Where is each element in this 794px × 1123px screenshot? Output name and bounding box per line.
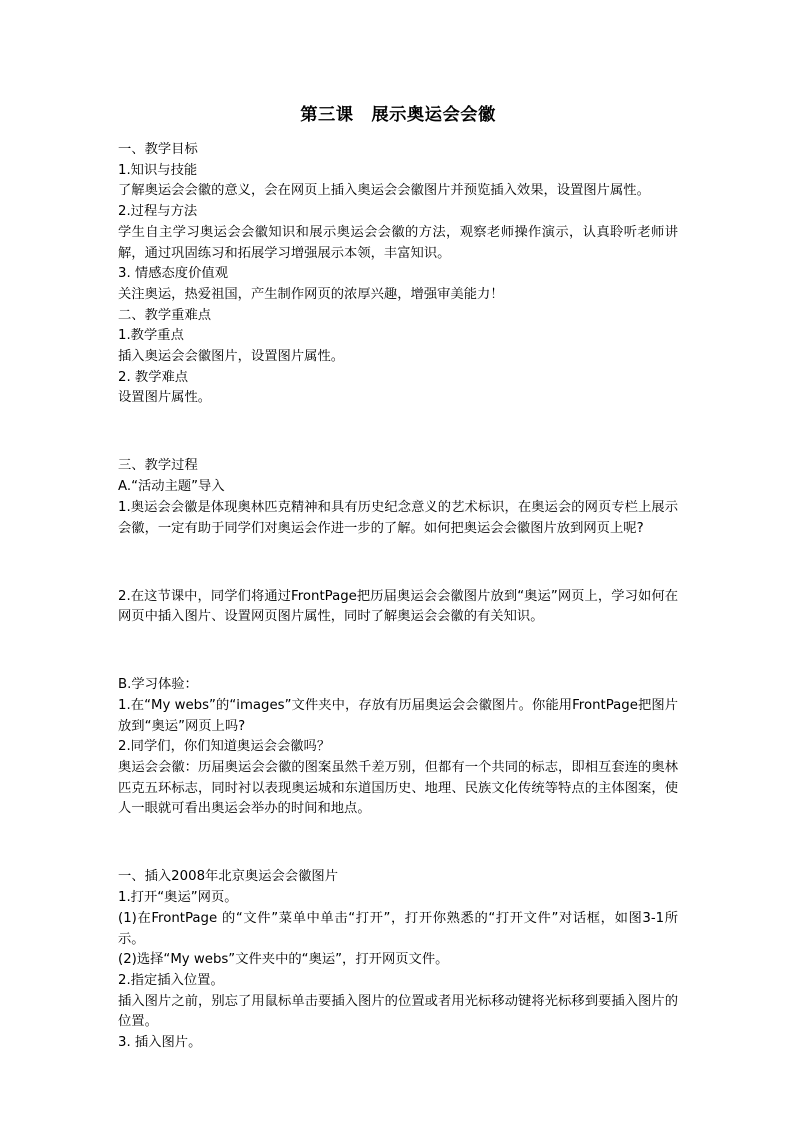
document-page [118, 103, 678, 1054]
body-line: 2.过程与方法 [118, 204, 198, 220]
body-line: 二、教学重难点 [118, 307, 212, 323]
body-paragraph: 1.在“My webs”的“images”文件夹中，存放有历届奥运会会徽图片。你能用FrontPage把图片放到“奥运”网页上吗? [118, 697, 678, 734]
body-paragraph: 了解奥运会会徽的意义，会在网页上插入奥运会会徽图片并预览插入效果，设置图片属性。 [118, 183, 650, 199]
body-line: 一、教学目标 [118, 142, 198, 157]
document-body [118, 140, 678, 1054]
body-line: 3. 插入图片。 [118, 1035, 202, 1051]
body-paragraph: 奥运会会徽：历届奥运会会徽的图案虽然千差万别，但都有一个共同的标志，即相互套连的奥林匹克五环标志，同时衬以表现奥运城和东道国历史、地理、民族文化传统等特点的主体图案，使人一眼就可看出奥运会举办的时间和地点。 [118, 760, 678, 817]
body-line: 3. 情感态度价值观 [118, 266, 228, 282]
body-paragraph: 2.在这节课中，同学们将通过FrontPage把历届奥运会会徽图片放到“奥运”网页上，学习如何在网页中插入图片、设置网页图片属性，同时了解奥运会会徽的有关知识。 [118, 588, 678, 625]
blank-line [118, 641, 678, 662]
body-paragraph: (1)在FrontPage 的“文件”菜单中单击“打开”，打开你熟悉的“打开文件”对话框，如图3-1所示。 [118, 910, 678, 947]
document-title: 第三课 展示奥运会会徽 [300, 105, 496, 125]
body-line: 1.知识与技能 [118, 162, 198, 178]
body-line: 关注奥运，热爱祖国，产生制作网页的浓厚兴趣，增强审美能力！ [118, 286, 504, 302]
body-line: B.学习体验： [118, 677, 198, 693]
body-line: 2.指定插入位置。 [118, 972, 224, 988]
body-line: 设置图片属性。 [118, 390, 212, 406]
body-line: 一、插入2008年北京奥运会会徽图片 [118, 869, 338, 885]
body-line: (2)选择“My webs”文件夹中的“奥运”，打开网页文件。 [118, 952, 449, 968]
body-line: 2. 教学难点 [118, 369, 189, 385]
body-paragraph: 1.奥运会会徽是体现奥林匹克精神和具有历史纪念意义的艺术标识，在奥运会的网页专栏上展示会徽，一定有助于同学们对奥运会作进一步的了解。如何把奥运会会徽图片放到网页上呢? [118, 499, 678, 536]
blank-line [118, 553, 678, 574]
body-line: 2.同学们，你们知道奥运会会徽吗？ [118, 739, 331, 755]
body-line: 三、教学过程 [118, 458, 198, 474]
body-line: 1.教学重点 [118, 328, 184, 344]
blank-line [118, 833, 678, 854]
body-line: A.“活动主题”导入 [118, 479, 225, 495]
body-paragraph: 学生自主学习奥运会会徽知识和展示奥运会会徽的方法，观察老师操作演示，认真聆听老师讲解，通过巩固练习和拓展学习增强展示本领，丰富知识。 [118, 224, 678, 261]
body-paragraph: 插入图片之前，别忘了用鼠标单击要插入图片的位置或者用光标移动键将光标移到要插入图片的位置。 [118, 993, 678, 1030]
body-line: 插入奥运会会徽图片，设置图片属性。 [118, 349, 345, 365]
blank-line [118, 422, 678, 443]
body-line: 1.打开“奥运”网页。 [118, 890, 238, 906]
